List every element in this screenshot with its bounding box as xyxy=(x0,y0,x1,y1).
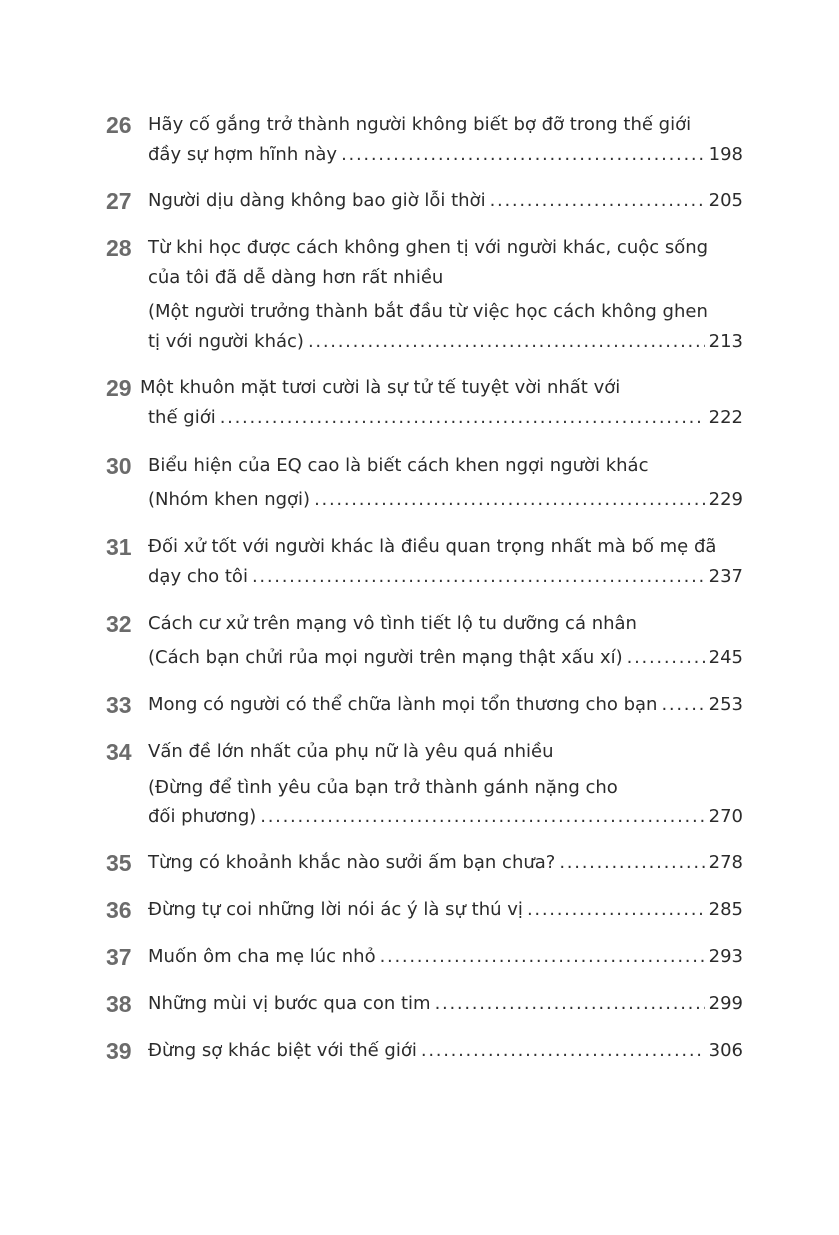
page-number: 270 xyxy=(708,806,743,827)
dot-leader xyxy=(314,485,705,515)
chapter-title-leader-line xyxy=(148,403,743,433)
page-number: 285 xyxy=(708,899,743,920)
chapter-title-line: Muốn ôm cha mẹ lúc nhỏ xyxy=(148,946,376,967)
chapter-subtitle-line: (Một người trưởng thành bắt đầu từ việc học cách không ghen xyxy=(148,301,708,322)
chapter-title-line: dạy cho tôi xyxy=(148,566,248,587)
chapter-title-line: thế giới xyxy=(148,407,216,428)
chapter-subtitle-line: tị với người khác) xyxy=(148,331,304,352)
page-number: 278 xyxy=(708,852,743,873)
chapter-subtitle-line: đối phương) xyxy=(148,806,257,827)
page-number: 306 xyxy=(708,1040,743,1061)
chapter-title-line: Từ khi học được cách không ghen tị với người khác, cuộc sống xyxy=(148,237,709,258)
page-number: 245 xyxy=(708,647,743,668)
dot-leader xyxy=(661,690,704,720)
chapter-number: 30 xyxy=(106,453,132,479)
chapter-title-leader-line xyxy=(148,690,743,720)
chapter-title-line: Đừng tự coi những lời nói ác ý là sự thú vị xyxy=(148,899,523,920)
chapter-title-line: Mong có người có thể chữa lành mọi tổn thương cho bạn xyxy=(148,694,658,715)
dot-leader xyxy=(421,1036,705,1066)
chapter-title-leader-line xyxy=(148,989,743,1019)
dot-leader xyxy=(380,942,705,972)
chapter-title-line: đầy sự hợm hĩnh này xyxy=(148,144,338,165)
chapter-title-leader-line xyxy=(148,140,743,170)
chapter-number: 28 xyxy=(106,235,132,261)
chapter-title-leader-line xyxy=(148,1036,743,1066)
chapter-title-leader-line xyxy=(148,802,743,832)
page-number: 198 xyxy=(708,144,743,165)
page-number: 293 xyxy=(708,946,743,967)
chapter-title-line: Hãy cố gắng trở thành người không biết bợ đỡ trong thế giới xyxy=(148,114,692,135)
dot-leader xyxy=(490,186,705,216)
chapter-title-line: Một khuôn mặt tươi cười là sự tử tế tuyệt vời nhất với xyxy=(140,377,621,398)
chapter-title-line: Vấn đề lớn nhất của phụ nữ là yêu quá nhiều xyxy=(148,741,554,762)
page-number: 229 xyxy=(708,489,743,510)
chapter-title-leader-line xyxy=(148,643,743,673)
chapter-title-leader-line xyxy=(148,942,743,972)
chapter-subtitle-line: (Đừng để tình yêu của bạn trở thành gánh nặng cho xyxy=(148,777,618,798)
dot-leader xyxy=(627,643,705,673)
page-number: 205 xyxy=(708,190,743,211)
chapter-number: 38 xyxy=(106,991,132,1017)
chapter-number: 34 xyxy=(106,739,132,765)
chapter-number: 37 xyxy=(106,944,132,970)
chapter-number: 36 xyxy=(106,897,132,923)
page-number: 253 xyxy=(708,694,743,715)
chapter-number: 32 xyxy=(106,611,132,637)
page-number: 299 xyxy=(708,993,743,1014)
chapter-title-leader-line xyxy=(148,186,743,216)
dot-leader xyxy=(252,562,705,592)
chapter-title-leader-line xyxy=(148,848,743,878)
chapter-title-line: Những mùi vị bước qua con tim xyxy=(148,993,431,1014)
chapter-title-line: Từng có khoảnh khắc nào sưởi ấm bạn chưa? xyxy=(148,852,556,873)
chapter-subtitle-line: (Cách bạn chửi rủa mọi người trên mạng thật xấu xí) xyxy=(148,647,623,668)
chapter-title-line: Cách cư xử trên mạng vô tình tiết lộ tu dưỡng cá nhân xyxy=(148,613,637,634)
chapter-number: 33 xyxy=(106,692,132,718)
dot-leader xyxy=(435,989,705,1019)
page-number: 222 xyxy=(708,407,743,428)
chapter-number: 27 xyxy=(106,188,132,214)
chapter-title-line: của tôi đã dễ dàng hơn rất nhiều xyxy=(148,267,444,288)
page-number: 237 xyxy=(708,566,743,587)
chapter-title-line: Đối xử tốt với người khác là điều quan trọng nhất mà bố mẹ đã xyxy=(148,536,717,557)
dot-leader xyxy=(220,403,705,433)
chapter-title-line: Người dịu dàng không bao giờ lỗi thời xyxy=(148,190,486,211)
chapter-number: 39 xyxy=(106,1038,132,1064)
chapter-number: 26 xyxy=(106,112,132,138)
chapter-title-line: Đừng sợ khác biệt với thế giới xyxy=(148,1040,417,1061)
dot-leader xyxy=(308,327,705,357)
dot-leader xyxy=(527,895,705,925)
chapter-number: 31 xyxy=(106,534,132,560)
dot-leader xyxy=(341,140,705,170)
dot-leader xyxy=(559,848,704,878)
chapter-title-leader-line xyxy=(148,895,743,925)
chapter-number: 35 xyxy=(106,850,132,876)
dot-leader xyxy=(260,802,704,832)
chapter-title-leader-line xyxy=(148,562,743,592)
chapter-title-leader-line xyxy=(148,327,743,357)
chapter-title-line: Biểu hiện của EQ cao là biết cách khen ngợi người khác xyxy=(148,455,649,476)
chapter-subtitle-line: (Nhóm khen ngợi) xyxy=(148,489,311,510)
chapter-title-leader-line xyxy=(148,485,743,515)
chapter-number: 29 xyxy=(106,375,132,401)
page-number: 213 xyxy=(708,331,743,352)
